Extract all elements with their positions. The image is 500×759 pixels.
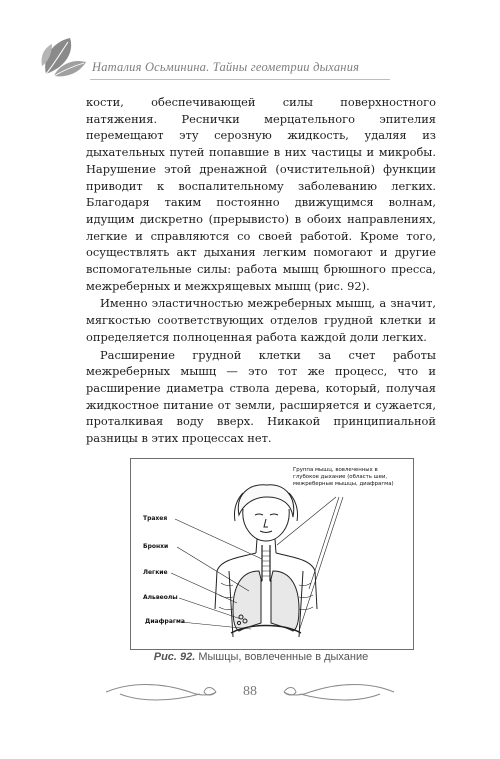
label-diaphragm: Диафрагма [145,618,185,625]
label-trachea: Трахея [143,515,168,522]
paragraph-3: Расширение грудной клетки за счет работы межреберных мышц — это тот же процесс, что и расширение диаметра ствола дерева, который, получая жидкостное питание от земли, расширяется и сужается, проталкивая воду вверх. Никакой принципиальной разницы в этих процессах нет. [86,347,436,446]
caption-label: Рис. 92. [153,651,196,663]
figure-92 [130,458,414,650]
label-muscle-group: Группа мышц, вовлеченных в глубокое дыхание (область шеи, межреберные мышцы, диафрагма) [293,467,394,487]
header-title: Наталия Осьминина. Тайны геометрии дыхания [92,60,360,74]
caption-text: Мышцы, вовлеченные в дыхание [198,651,369,663]
header-rule [90,79,390,80]
running-header [40,36,480,76]
paragraph-1: кости, обеспечивающей силы поверхностного натяжения. Реснички мерцательного эпителия перемещают эту серозную жидкость, удаляя из дыхательных путей попавшие в них частицы и микробы. Нарушение этой дренажной (очистительной) функции приводит к воспалительному заболеванию легких. Благодаря таким постоянно движущимся волнам, идущим дискретно (прерывисто) в обоих направлениях, легкие и справляются со своей работой. Кроме того, осуществлять акт дыхания легким помогают и другие вспомогательные силы: работа мышц брюшного пресса, межреберных и межхрящевых мышц (рис. 92). [86,95,436,293]
body-text [86,94,436,447]
label-bronchi: Бронхи [143,543,169,550]
page-number: 88 [243,684,257,699]
page-footer [100,672,400,712]
paragraph-2: Именно эластичностью межреберных мышц, а значит, мягкостью соответствующих отделов грудной клетки и определяется полноценная работа каждой доли легких. [86,296,436,344]
figure-caption [86,651,436,663]
label-lungs: Легкие [143,569,168,576]
leaf-icon [40,36,90,80]
label-alveoli: Альвеолы [143,594,178,601]
